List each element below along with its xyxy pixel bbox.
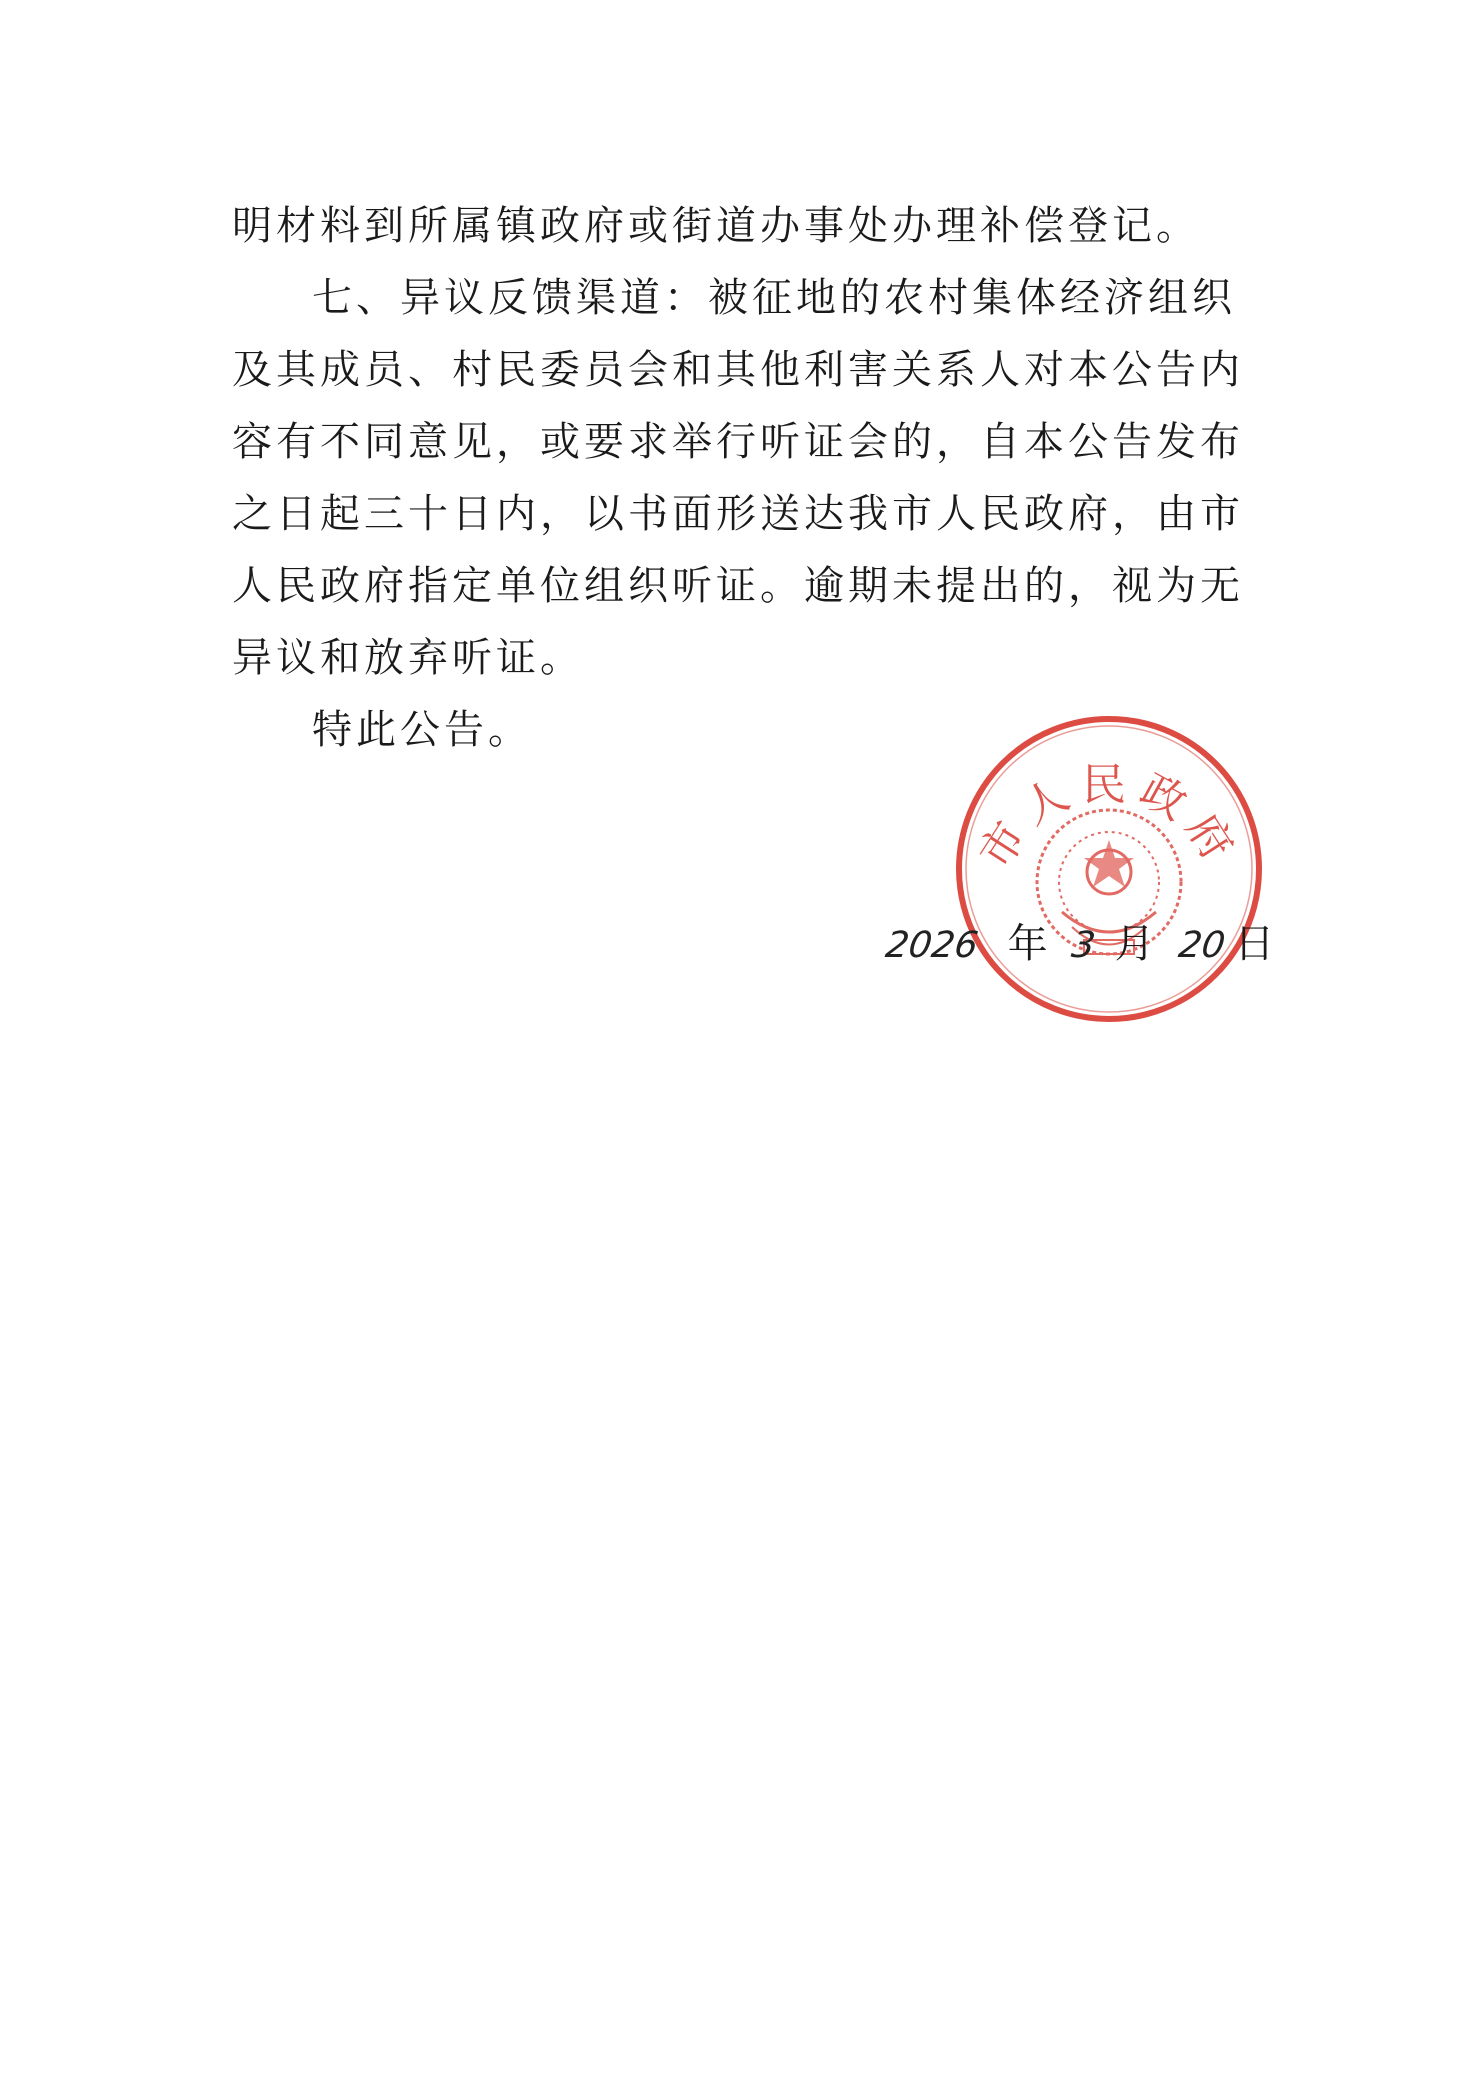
date-day: 20: [1175, 925, 1228, 966]
date-year-unit: 年: [1007, 921, 1048, 967]
date-month: 3: [1068, 925, 1098, 966]
date-day-unit: 日: [1234, 921, 1275, 967]
signature-date: [883, 912, 1275, 972]
paragraph-continuation: 明材料到所属镇政府或街道办事处办理补偿登记。: [232, 203, 1200, 249]
paragraph-objection-channel: 七、异议反馈渠道：被征地的农村集体经济组织及其成员、村民委员会和其他利害关系人对本公告内容有不同意见，或要求举行听证会的，自本公告发布之日起三十日内，以书面形送达我市人民政府，由市人民政府指定单位组织听证。逾期未提出的，视为无异议和放弃听证。: [232, 275, 1244, 681]
official-seal: [952, 712, 1266, 1026]
date-year: 2026: [883, 925, 981, 966]
body-text: [232, 190, 1262, 766]
seal-text: 市人民政府: [969, 759, 1249, 878]
paragraph-closing: 特此公告。: [312, 707, 532, 753]
date-month-unit: 月: [1114, 921, 1155, 967]
